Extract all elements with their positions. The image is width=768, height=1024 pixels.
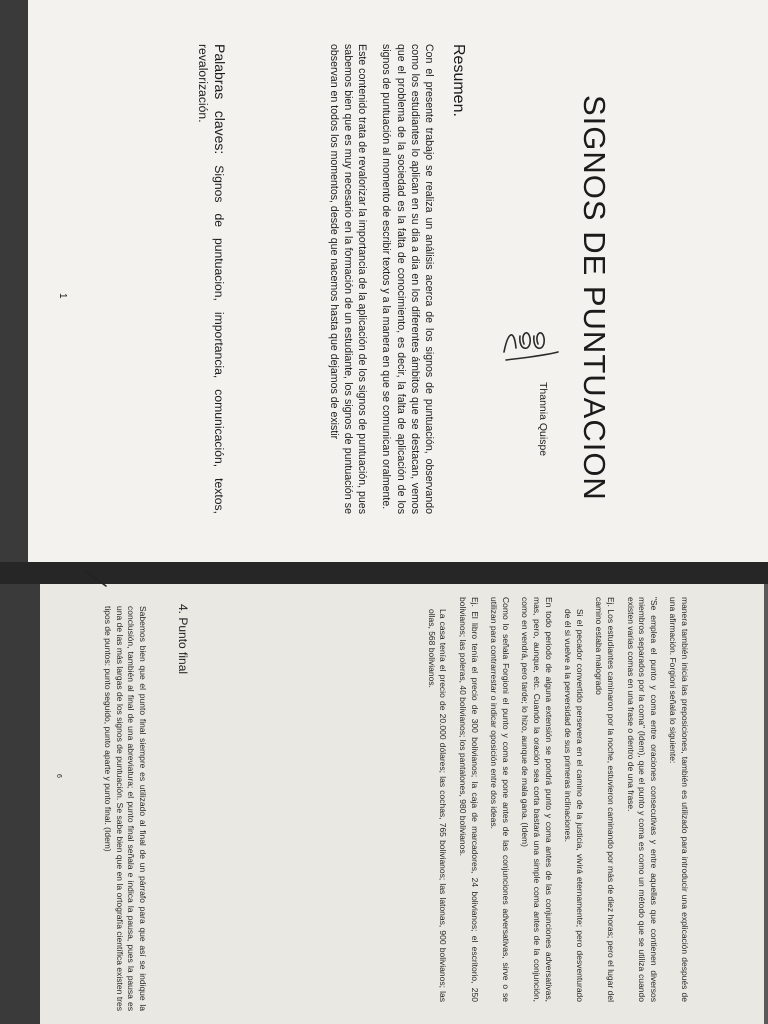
author-name: Thannia Quispe	[537, 382, 549, 457]
document-title: SIGNOS DE PUNTUACION	[577, 95, 612, 501]
paragraph-forgioni: Como lo señala Forgioni el punto y coma se pone antes de las conjunciones adversativas, sirve o se utilizan para contrarrestar o indicar oposición entre dos ideas.	[489, 597, 511, 1002]
heading-punto-final: 4. Punto final	[176, 604, 190, 675]
abstract-body	[317, 44, 436, 514]
bullet-casa: La casa tenía el precio de 20.000 dólares; las cochas, 765 bolivianos; las latonas, 900 bolivianos; las ollas, 568 bolivianos.	[426, 609, 449, 1002]
page-two-body	[417, 597, 690, 1002]
abstract-paragraph-2: Este contenido trata de revalorizar la importancia de la aplicación de los signos de puntuación, pues sabemos bien que es muy necesario en la formación de un estudiante, los signos de puntuación se observan en todos los momentos, desde que nacemos hasta que dejamos de existir	[327, 44, 369, 514]
keywords	[195, 44, 228, 514]
page-number-two: 6	[55, 774, 62, 778]
paragraph-preposiciones: manera también inicia las preposiciones, también es utilizado para introducir una explicación después de una afirmación. Forgioni señala lo siguiente:	[668, 597, 690, 1002]
punto-final-text: Sabemos bien que el punto final siempre es utilizado al final de un párrafo para que así se indique la conclusión, también al final de una abreviatura; el punto final señala e indica la pausa, pues la pausa es una de las más largas de los signos de puntuación. Se sabe bien que en la ortografía científica existen tres tipos de puntos: punto seguido, punto aparte y punto final. (Idem)	[103, 606, 148, 1011]
page-number-one: 1	[57, 293, 68, 299]
section-heading-resumen: Resumen.	[450, 44, 467, 117]
paragraph-punto-final	[94, 606, 148, 1011]
signature-mark-icon	[498, 322, 562, 370]
page-gap	[0, 562, 768, 584]
bullet-pecador: Si el pecador convertido persevera en el camino de la justicia, vivirá eternamente; pero desventurado de él si vuelve a la perversidad de sus primeras inclinaciones.	[563, 609, 585, 1002]
example-libro: Ej. El libro tenía el precio de 300 bolivianos; la caja de marcadores, 24 bolivianos; el escritorio, 250 bolivianos; las poleras, 40 bolivianos; los pantalones, 980 bolivianos.	[458, 597, 480, 1002]
abstract-paragraph-1: Con el presente trabajo se realiza un análisis acerca de los signos de puntuación, observando como los estudiantes lo aplican en su dia a dia en los diferentes ámbitos que se destacan, vemos que el problema de la sociedad es la falta de conocimiento, es decir, la falta de aplicación de los signos de puntuación al momento de escribir textos y a la manera en que se comunican oralmente.	[380, 44, 435, 514]
scan-edge	[764, 584, 768, 1024]
quote-punto-y-coma: "Se emplea el punto y coma entre oraciones consecutivas y entre aquellas que contienen diversos miembros separados por la coma" (Idem), que el punto y coma es como un método que se utiliza cuando existen varias comas en una frase o dentro de una frase.	[625, 597, 659, 1002]
keywords-label: Palabras claves:	[212, 44, 228, 155]
paragraph-conjunciones: En todo periodo de alguna extensión se pondrá punto y coma antes de las conjunciones adversativas, mas, pero, aunque, etc. Cuando la oración sea corta bastará una simple coma antes de la conjunción, como en vendrá, pero tarde; lo hizo, aunque de mala gana. (Idem)	[520, 597, 554, 1002]
keywords-text: Signos de puntuacion, importancia, comunicación, textos, revalorización.	[196, 44, 226, 514]
example-estudiantes: Ej. Los estudiantes caminaron por la noche, estuvieron caminando por más de diez horas; pero el lugar del camino estaba malogrado	[594, 597, 617, 1002]
pen-mark-icon	[84, 568, 110, 590]
